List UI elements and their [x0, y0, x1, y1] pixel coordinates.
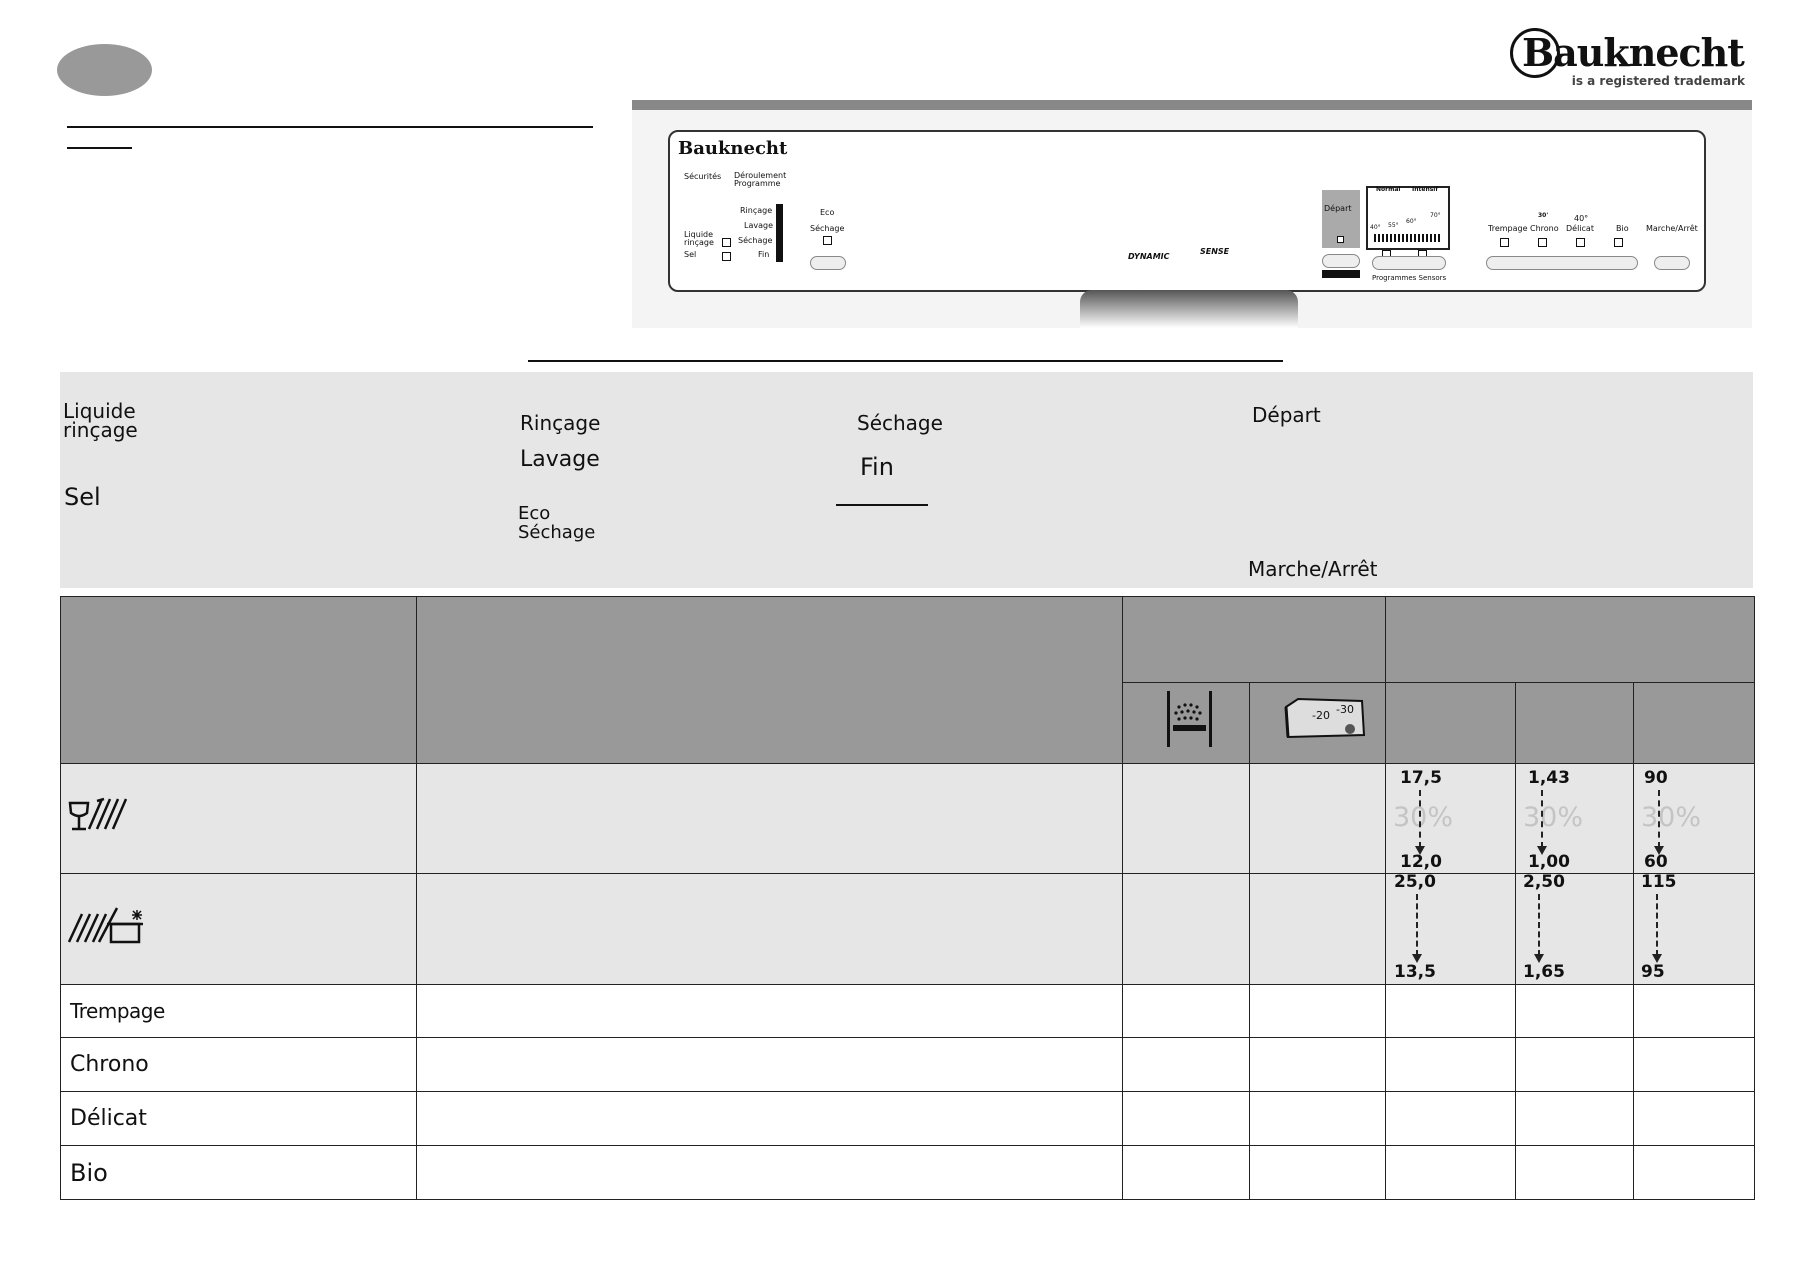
table-row: [61, 874, 1755, 985]
marche-arret-button[interactable]: [1654, 256, 1690, 270]
water-cell: [1386, 1146, 1516, 1200]
program-description: [417, 764, 1123, 874]
option-buttons[interactable]: [1486, 256, 1638, 270]
program-name: Délicat: [61, 1092, 417, 1146]
panel-label-eco: Eco: [820, 208, 835, 217]
legend-area: [60, 372, 1753, 588]
rinse-cell: [1250, 764, 1386, 874]
brand-logo: [1510, 24, 1745, 94]
indicator-liquide: [722, 238, 731, 247]
panel-label-bio: Bio: [1616, 224, 1629, 233]
indicator-depart: [1337, 236, 1344, 243]
legend-liquide: Liquide rinçage: [63, 399, 138, 442]
energy-range-line: [1538, 894, 1540, 956]
salt-cell: [1123, 1038, 1250, 1092]
eco-sechage-button[interactable]: [810, 256, 846, 270]
duration-cell: [1634, 1146, 1755, 1200]
panel-logo: Bauknecht: [678, 138, 788, 159]
program-name: Bio: [61, 1146, 417, 1200]
legend-lavage: Lavage: [520, 447, 600, 472]
energy-cell: [1516, 985, 1634, 1038]
duration-savings: 30%: [1641, 802, 1702, 833]
depart-bar: [1322, 270, 1360, 278]
indicator-trempage: [1500, 238, 1509, 247]
indicator-chrono: [1538, 238, 1547, 247]
header-program: [61, 597, 417, 764]
rinse-cell: [1250, 985, 1386, 1038]
dynamic-label: DYNAMIC: [1128, 252, 1170, 261]
water-max: 25,0: [1394, 872, 1436, 892]
energy-cell: [1516, 1092, 1634, 1146]
header-water: [1386, 683, 1516, 764]
energy-cell: [1516, 874, 1634, 985]
energy-cell: [1516, 1038, 1634, 1092]
program-intensif: [61, 874, 417, 985]
header-consumption: [1386, 597, 1755, 683]
panel-temp-70: 70°: [1430, 212, 1441, 219]
salt-cell: [1123, 985, 1250, 1038]
program-normal: [61, 764, 417, 874]
energy-min: 1,00: [1528, 852, 1570, 872]
water-cell: [1386, 874, 1516, 985]
duration-cell: [1634, 764, 1755, 874]
panel-label-liquide: Liquide rinçage: [684, 230, 714, 247]
duration-range-line: [1656, 894, 1658, 956]
legend-eco-sechage: Eco Séchage: [518, 503, 596, 543]
program-description: [417, 1038, 1123, 1092]
indicator-delicat: [1576, 238, 1585, 247]
program-description: [417, 985, 1123, 1038]
legend-sechage: Séchage: [857, 411, 943, 435]
duration-max: 115: [1641, 872, 1677, 892]
panel-chrono-badge: 30': [1538, 212, 1549, 219]
glasses-cutlery-icon: [67, 789, 147, 849]
panel-label-securites: Sécurités: [684, 172, 722, 181]
water-cell: [1386, 985, 1516, 1038]
duration-cell: [1634, 1038, 1755, 1092]
rinse-cell: [1250, 1146, 1386, 1200]
energy-savings: 30%: [1523, 802, 1584, 833]
sensor-program-buttons[interactable]: [1372, 256, 1446, 270]
header-duration: [1634, 683, 1755, 764]
rinse-aid-icon: [1250, 683, 1386, 759]
legend-depart: Départ: [1252, 403, 1321, 427]
salt-cell: [1123, 1092, 1250, 1146]
rinse-scale-20: -20: [1312, 709, 1330, 722]
panel-label-sel: Sel: [684, 250, 697, 259]
energy-max: 1,43: [1528, 768, 1570, 788]
section-rule: [528, 360, 1283, 362]
legend-marche: Marche/Arrêt: [1248, 557, 1378, 581]
header-salt: [1123, 683, 1250, 764]
panel-temp-delicat: 40°: [1574, 214, 1589, 223]
water-max: 17,5: [1400, 768, 1442, 788]
depart-display: [1322, 190, 1360, 248]
program-description: [417, 1092, 1123, 1146]
water-savings: 30%: [1393, 802, 1454, 833]
program-table: [60, 596, 1755, 1200]
panel-label-sechage: Séchage: [738, 236, 773, 245]
table-header-row: [61, 597, 1755, 683]
panel-label-marche: Marche/Arrêt: [1646, 224, 1698, 233]
salt-cell: [1123, 764, 1250, 874]
table-row: [61, 764, 1755, 874]
program-description: [417, 874, 1123, 985]
program-description: [417, 1146, 1123, 1200]
energy-min: 1,65: [1523, 962, 1565, 982]
duration-cell: [1634, 985, 1755, 1038]
logo-wordmark: Bauknecht: [1522, 30, 1744, 75]
duration-range-line: [1658, 790, 1660, 848]
panel-label-depart: Départ: [1324, 204, 1352, 213]
temperature-bars: [1374, 234, 1440, 242]
door-handle: [1080, 290, 1298, 328]
panel-label-fin: Fin: [758, 250, 770, 259]
water-cell: [1386, 764, 1516, 874]
duration-cell: [1634, 874, 1755, 985]
legend-fin: Fin: [860, 453, 894, 481]
sensor-programs-box: [1366, 186, 1450, 250]
header-description: [417, 597, 1123, 764]
panel-label-sensors: Programmes Sensors: [1372, 274, 1447, 282]
control-panel-illustration: [632, 100, 1752, 328]
sense-label: SENSE: [1200, 247, 1230, 256]
header-additives: [1123, 597, 1386, 683]
rinse-cell: [1250, 1092, 1386, 1146]
rinse-cell: [1250, 874, 1386, 985]
water-cell: [1386, 1092, 1516, 1146]
panel-label-eco-sechage: Séchage: [810, 224, 845, 233]
water-range-line: [1416, 894, 1418, 956]
title-rule-short: [67, 147, 132, 149]
indicator-eco-sechage: [823, 236, 832, 245]
panel-label-normal: Normal: [1376, 186, 1401, 193]
duration-min: 95: [1641, 962, 1665, 982]
chapter-badge: [57, 44, 152, 96]
title-rule: [67, 126, 593, 128]
rinse-cell: [1250, 1038, 1386, 1092]
panel-face: [668, 130, 1706, 292]
duration-cell: [1634, 1092, 1755, 1146]
water-range-line: [1419, 790, 1421, 848]
energy-cell: [1516, 1146, 1634, 1200]
progress-indicator-bar: [776, 204, 783, 262]
water-cell: [1386, 1038, 1516, 1092]
energy-max: 2,50: [1523, 872, 1565, 892]
program-name: Trempage: [61, 985, 417, 1038]
panel-temp-55: 55°: [1388, 222, 1399, 229]
salt-dispenser-icon: [1123, 683, 1250, 759]
header-energy: [1516, 683, 1634, 764]
table-row: [61, 1146, 1755, 1200]
salt-cell: [1123, 874, 1250, 985]
legend-rincage: Rinçage: [520, 411, 601, 435]
table-row: [61, 1092, 1755, 1146]
energy-cell: [1516, 764, 1634, 874]
legend-fin-rule: [836, 504, 928, 506]
indicator-bio: [1614, 238, 1623, 247]
panel-temp-40: 40°: [1370, 224, 1381, 231]
duration-min: 60: [1644, 852, 1668, 872]
table-row: [61, 985, 1755, 1038]
pots-pans-icon: [67, 904, 157, 964]
panel-temp-60: 60°: [1406, 218, 1417, 225]
panel-label-rincage: Rinçage: [740, 206, 773, 215]
panel-label-lavage: Lavage: [744, 221, 773, 230]
panel-label-trempage: Trempage: [1488, 224, 1528, 233]
table-row: [61, 1038, 1755, 1092]
energy-range-line: [1541, 790, 1543, 848]
panel-top-strip: [632, 100, 1752, 110]
logo-tagline: is a registered trademark: [1571, 74, 1745, 88]
water-min: 12,0: [1400, 852, 1442, 872]
water-min: 13,5: [1394, 962, 1436, 982]
depart-button[interactable]: [1322, 254, 1360, 268]
panel-label-delicat: Délicat: [1566, 224, 1594, 233]
program-name: Chrono: [61, 1038, 417, 1092]
salt-cell: [1123, 1146, 1250, 1200]
rinse-scale-30: -30: [1336, 703, 1354, 716]
duration-max: 90: [1644, 768, 1668, 788]
header-rinse-aid: [1250, 683, 1386, 764]
indicator-sel: [722, 252, 731, 261]
panel-label-chrono: Chrono: [1530, 224, 1559, 233]
panel-label-intensif: Intensif: [1412, 186, 1438, 193]
panel-label-deroulement: Déroulement Programme: [734, 171, 787, 188]
legend-sel: Sel: [64, 483, 101, 511]
